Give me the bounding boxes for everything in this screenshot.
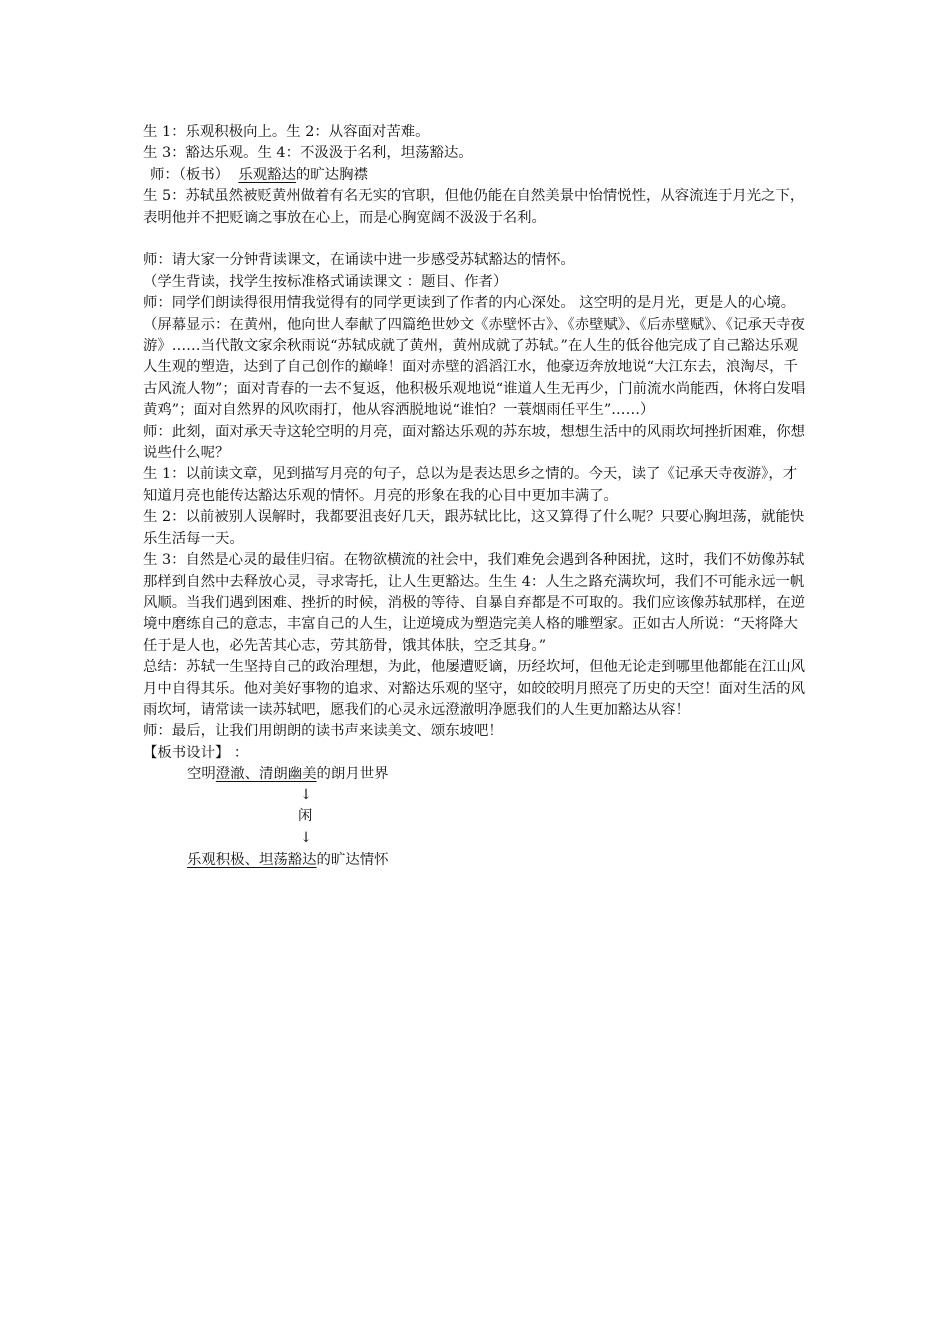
board-design-middle: 闲 xyxy=(298,808,313,825)
line1-suffix: 的朗月世界 xyxy=(316,766,389,783)
document-page xyxy=(143,122,811,884)
board-design-diagram xyxy=(143,764,811,884)
arrow-down-icon: ↓ xyxy=(300,830,313,847)
student-answer-3-4: 生 3：豁达乐观。生 4：不汲汲于名利，坦荡豁达。 xyxy=(143,145,473,162)
student-answer-5: 生 5：苏轼虽然被贬黄州做着有名无实的官职，但他仍能在自然美景中怡情悦性，从容流连于月光之下，表明他并不把贬谪之事放在心上，而是心胸宽阔不汲汲于名利。 xyxy=(143,188,805,226)
student-response-1: 生 1：以前读文章，见到描写月亮的句子，总以为是表达思乡之情的。今天，读了《记承天寺夜游》，才知道月亮也能传达豁达乐观的情怀。月亮的形象在我的心目中更加丰满了。 xyxy=(143,466,798,504)
student-answer-1-2: 生 1：乐观积极向上。生 2：从容面对苦难。 xyxy=(143,124,430,140)
line1-prefix: 空明 xyxy=(187,766,216,783)
blackboard-suffix: 的旷达胸襟 xyxy=(295,166,368,183)
blackboard-note-1 xyxy=(143,165,811,186)
arrow-down-icon: ↓ xyxy=(300,787,313,804)
student-recitation-note: （学生背读，找学生按标准格式诵读课文 ：题目、作者） xyxy=(143,273,508,290)
board-design-line-1 xyxy=(187,764,389,785)
student-response-3-4: 生 3：自然是心灵的最佳归宿。在物欲横流的社会中，我们难免会遇到各种困扰，这时，我们不妨像苏轼那样到自然中去释放心灵，寻求寄托，让人生更豁达。生生 4：人生之路充满坎坷，我们不可能永远一帆风顺。当我们遇到困难、挫折的时候，消极的等待、自暴自弃都是不可取的。我们应该像苏轼那样，在逆境中磨练自己的意志，丰富自己的人生，让逆境成为塑造完美人格的雕塑家。正如古人所说：“天将降大任于是人也，必先苦其心志，劳其筋骨，饿其体肤，空乏其身。” xyxy=(143,552,805,654)
board-design-heading: 【板书设计】 ： xyxy=(143,744,249,761)
line3-suffix: 的旷达情怀 xyxy=(316,852,389,869)
line1-underlined: 澄澈、清朗幽美 xyxy=(215,766,317,783)
paragraph-gap xyxy=(143,229,811,250)
teacher-question: 师：此刻，面对承天寺这轮空明的月亮，面对豁达乐观的苏东坡，想想生活中的风雨坎坷挫折困难，你想说些什么呢？ xyxy=(143,423,805,462)
line3-underlined: 乐观积极、坦荡豁达 xyxy=(187,852,317,869)
blackboard-underlined: 乐观豁达 xyxy=(238,166,296,183)
screen-display-paragraph: （屏幕显示：在黄州，他向世人奉献了四篇绝世妙文《赤壁怀古》、《赤壁赋》、《后赤壁赋》、《记承天寺夜游》……当代散文家余秋雨说“苏轼成就了黄州，黄州成就了苏轼。”在人生的低谷他完成了自己豁达乐观人生观的塑造，达到了自己创作的巅峰！面对赤壁的滔滔江水，他豪迈奔放地说“大江东去，浪淘尽，千古风流人物”；面对青春的一去不复返，他积极乐观地说“谁道人生无再少，门前流水尚能西，休将白发唱黄鸡”；面对自然界的风吹雨打，他从容洒脱地说“谁怕？一蓑烟雨任平生”……） xyxy=(143,316,806,419)
teacher-closing: 师：最后，让我们用朗朗的读书声来读美文、颂东坡吧！ xyxy=(143,723,503,740)
summary-paragraph: 总结：苏轼一生坚持自己的政治理想，为此，他屡遭贬谪，历经坎坷，但他无论走到哪里他都能在江山风月中自得其乐。他对美好事物的追求、对豁达乐观的坚守，如皎皎明月照亮了历史的天空！面对生活的风雨坎坷，请常读一读苏轼吧，愿我们的心灵永远澄澈明净愿我们的人生更加豁达从容！ xyxy=(143,659,805,718)
student-response-2: 生 2：以前被别人误解时，我都要沮丧好几天，跟苏轼比比，这又算得了什么呢？只要心胸坦荡，就能快乐生活每一天。 xyxy=(143,509,805,547)
teacher-instruction-recite: 师：请大家一分钟背读课文，在诵读中进一步感受苏轼豁达的情怀。 xyxy=(143,252,575,269)
teacher-comment-reading: 师：同学们朗读得很用情我觉得有的同学更读到了作者的内心深处。 这空明的是月光，更是人的心境。 xyxy=(143,295,796,312)
blackboard-prefix: 师：（板书） xyxy=(150,166,230,183)
board-design-line-3 xyxy=(187,850,389,871)
